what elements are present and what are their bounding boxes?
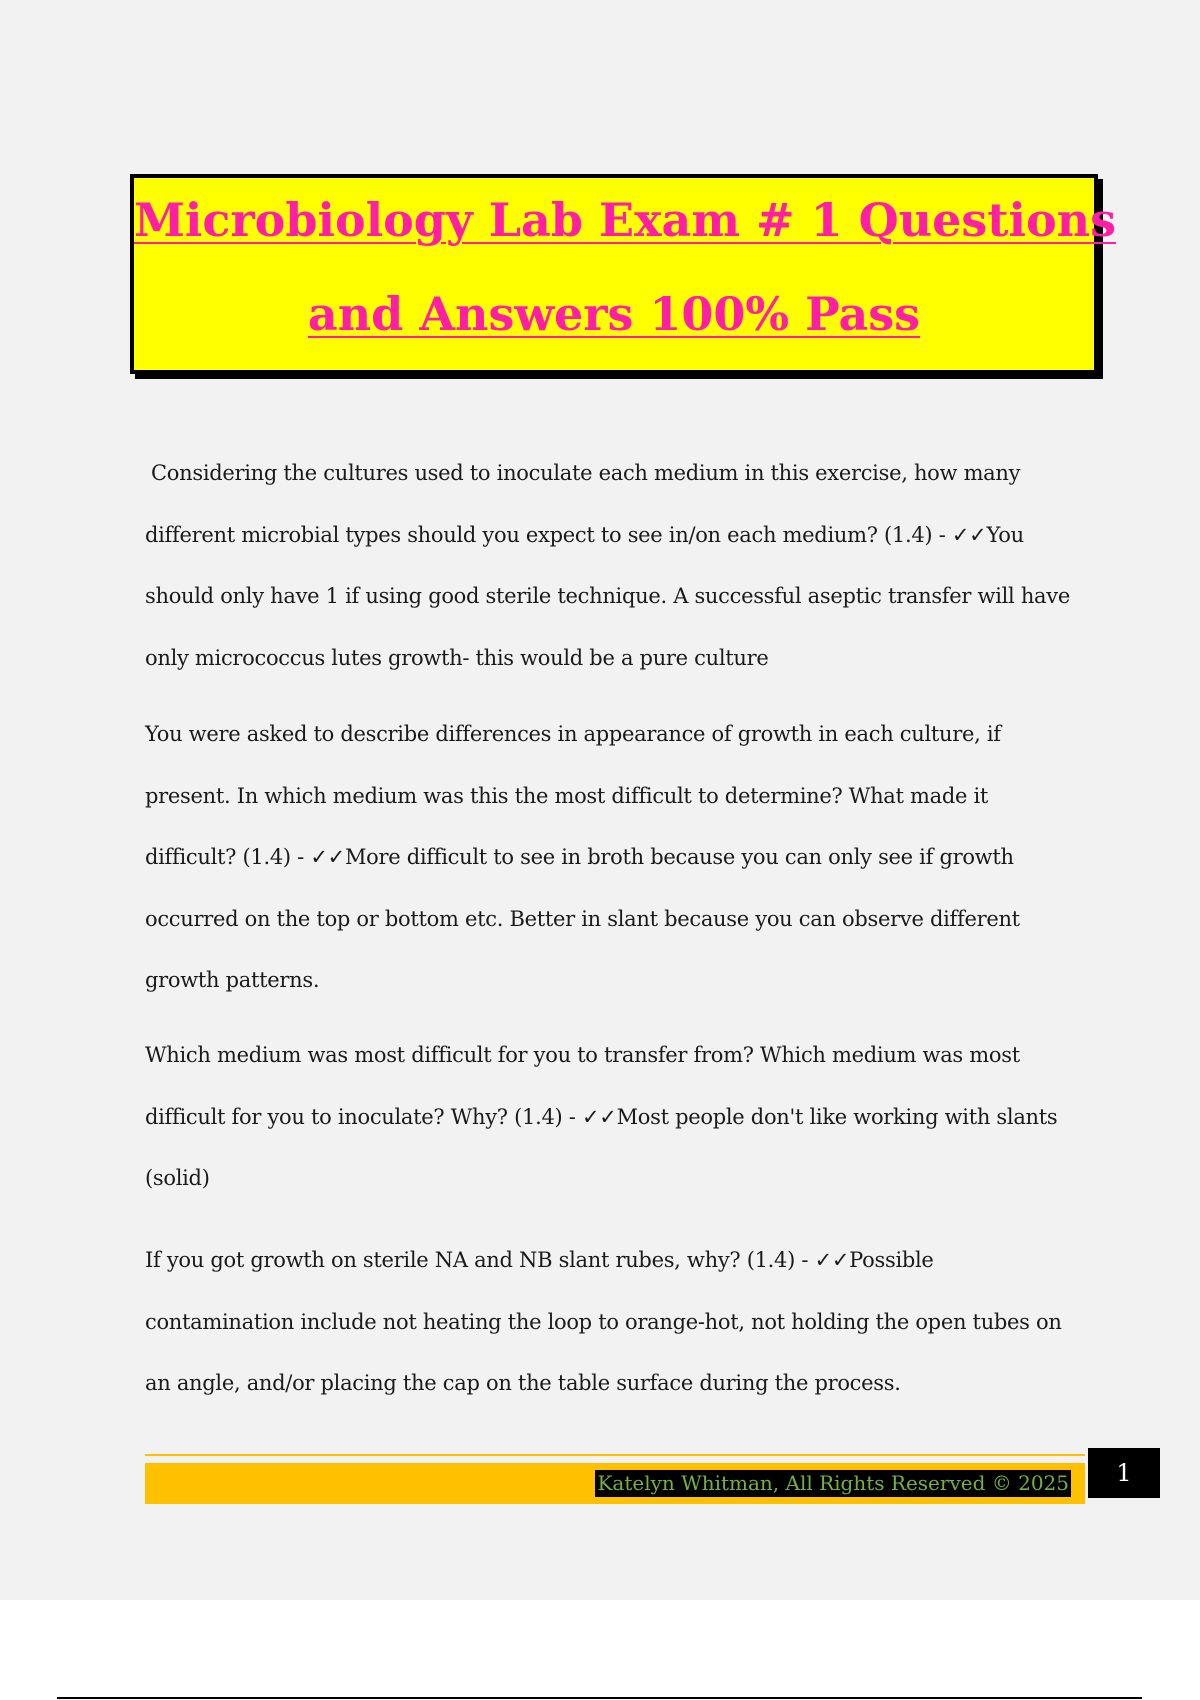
question-text: You were asked to describe differences in appearance of growth in each culture, if present. In which medium was this the most difficult to determine? What made it difficult? (1.4) - (145, 722, 1001, 869)
question-text: If you got growth on sterile NA and NB slant rubes, why? (1.4) - (145, 1248, 809, 1272)
document-title-line-2: and Answers 100% Pass (307, 287, 921, 341)
double-check-icon: ✓✓ (582, 1104, 617, 1129)
title-box (130, 174, 1117, 374)
double-check-icon: ✓✓ (310, 845, 345, 869)
double-check-icon: ✓✓ (814, 1248, 850, 1272)
qa-item (145, 1230, 1075, 1415)
bottom-divider (57, 1697, 1142, 1699)
qa-item (145, 443, 1075, 689)
question-text: Considering the cultures used to inoculate each medium in this exercise, how many different microbial types should you expect to see in/on each medium? (1.4) - (145, 461, 1021, 547)
answer-text: You should only have 1 if using good sterile technique. A successful aseptic transfer will have only micrococcus lutes growth- this would be a pure culture (145, 522, 1070, 670)
document-title-line-1: Microbiology Lab Exam # 1 Questions (134, 193, 1117, 247)
footer-bar (145, 1463, 1085, 1504)
qa-item (145, 1025, 1075, 1210)
qa-item (145, 704, 1075, 1012)
page-number: 1 (1088, 1448, 1160, 1498)
answer-text: Possible contamination include not heating the loop to orange-hot, not holding the open tubes on an angle, and/or placing the cap on the table surface during the process. (145, 1248, 1062, 1395)
footer-divider (145, 1454, 1085, 1456)
copyright-text: Katelyn Whitman, All Rights Reserved © 2025 (597, 1471, 1069, 1495)
answer-text: Most people don't like working with slants (solid) (145, 1104, 1058, 1190)
answer-text: More difficult to see in broth because you can only see if growth occurred on the top or bottom etc. Better in slant because you can observe different growth patterns. (145, 845, 1020, 992)
question-text: Which medium was most difficult for you to transfer from? Which medium was most difficult for you to inoculate? Why? (1.4) - (145, 1043, 1020, 1129)
double-check-icon: ✓✓ (951, 522, 987, 547)
